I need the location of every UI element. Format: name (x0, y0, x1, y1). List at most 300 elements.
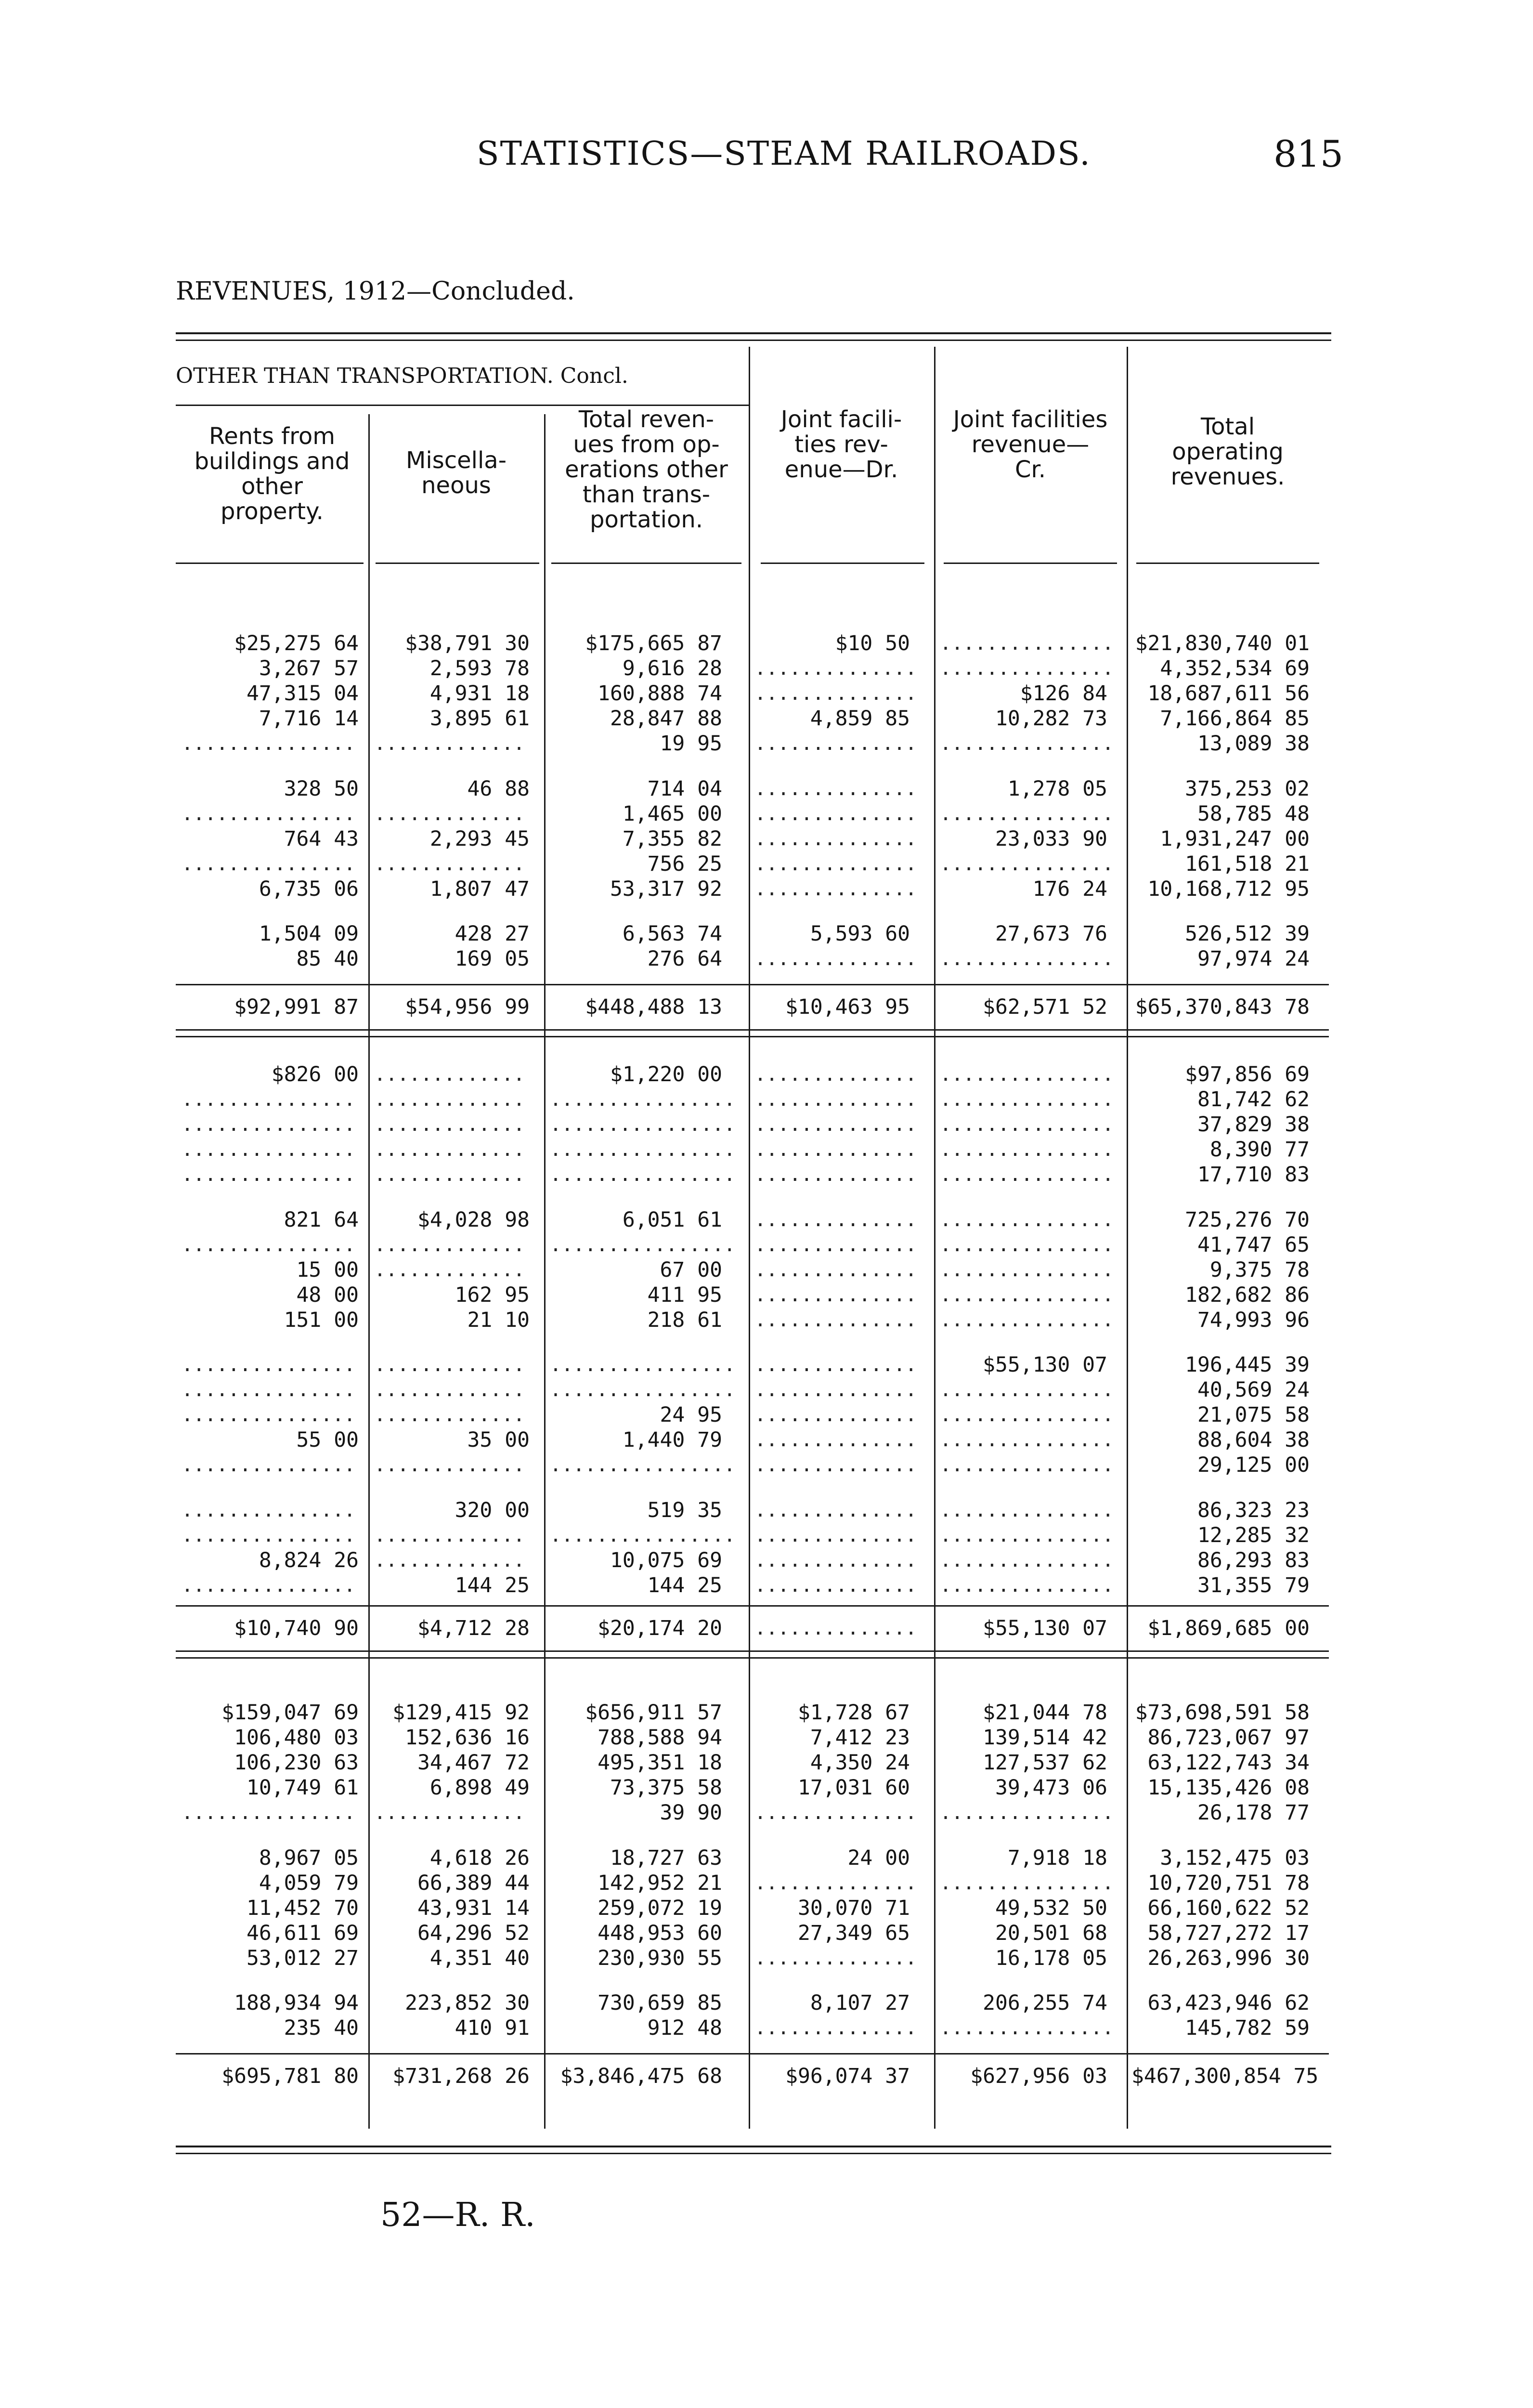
table-cell: 139,514 42 (983, 1726, 1107, 1750)
table-cell: $4,028 98 (417, 1207, 530, 1232)
leader-dots: .............. (754, 802, 917, 825)
total-cell: $55,130 07 (983, 1616, 1107, 1640)
column-head-rule (176, 563, 364, 564)
table-cell: 21 10 (467, 1308, 530, 1332)
table-cell: 206,255 74 (983, 1991, 1107, 2015)
leader-dots: ................ (550, 1233, 736, 1256)
leader-dots: ............... (940, 948, 1114, 970)
group-end-rule-2 (176, 1657, 1329, 1659)
leader-dots: ................ (550, 1164, 736, 1186)
table-cell: 97,974 24 (1197, 947, 1310, 971)
table-cell: 5,593 60 (810, 922, 910, 946)
table-cell: 320 00 (455, 1498, 530, 1522)
table-cell: 328 50 (284, 776, 359, 801)
table-cell: 41,747 65 (1197, 1232, 1310, 1257)
leader-dots: ............. (374, 733, 525, 755)
leader-dots: .............. (754, 1379, 917, 1401)
table-cell: 259,072 19 (598, 1896, 722, 1920)
table-cell: 788,588 94 (598, 1726, 722, 1750)
table-cell: 29,125 00 (1197, 1453, 1310, 1478)
table-cell: 27,673 76 (995, 922, 1107, 946)
leader-dots: ............... (940, 1454, 1114, 1477)
table-cell: 66,389 44 (417, 1871, 530, 1895)
table-cell: 3,267 57 (259, 656, 359, 681)
leader-dots: ............. (374, 1549, 525, 1571)
table-cell: 66,160,622 52 (1147, 1896, 1310, 1920)
table-cell: $656,911 57 (585, 1701, 722, 1725)
total-cell: $54,956 99 (405, 995, 530, 1019)
table-cell: 4,350 24 (810, 1751, 910, 1775)
table-cell: 230,930 55 (598, 1946, 722, 1970)
table-cell: 13,089 38 (1197, 732, 1310, 756)
column-head-rule (551, 563, 741, 564)
table-cell: $97,856 69 (1185, 1062, 1310, 1086)
table-cell: 49,532 50 (995, 1896, 1107, 1920)
table-cell: 67 00 (660, 1257, 722, 1282)
table-cell: 6,735 06 (259, 877, 359, 901)
leader-dots: ............... (940, 1499, 1114, 1521)
table-cell: 27,349 65 (798, 1921, 910, 1945)
leader-dots: .............. (754, 1429, 917, 1452)
total-cell: $627,956 03 (970, 2064, 1107, 2088)
leader-dots: .............. (754, 1404, 917, 1426)
leader-dots: ............... (940, 1164, 1114, 1186)
table-cell: 9,616 28 (622, 656, 722, 681)
leader-dots: ............... (940, 1113, 1114, 1136)
leader-dots: ................ (550, 1379, 736, 1401)
leader-dots: ............. (374, 802, 525, 825)
leader-dots: .............. (754, 1283, 917, 1306)
leader-dots: .............. (754, 1354, 917, 1376)
leader-dots: ............... (182, 1233, 356, 1256)
leader-dots: ............. (374, 1139, 525, 1161)
leader-dots: .............. (754, 1139, 917, 1161)
table-cell: $25,275 64 (234, 631, 359, 655)
table-cell: 218 61 (647, 1308, 722, 1332)
table-cell: 519 35 (647, 1498, 722, 1522)
leader-dots: .............. (754, 1088, 917, 1111)
table-cell: 58,785 48 (1197, 801, 1310, 826)
table-cell: 10,720,751 78 (1147, 1871, 1310, 1895)
table-cell: 495,351 18 (598, 1751, 722, 1775)
leader-dots: ................ (550, 1113, 736, 1136)
table-cell: 24 95 (660, 1403, 722, 1427)
leader-dots: ............... (940, 1404, 1114, 1426)
leader-dots: ............... (940, 1088, 1114, 1111)
column-divider (934, 347, 935, 2129)
leader-dots: ............... (940, 1283, 1114, 1306)
leader-dots: ............... (940, 1309, 1114, 1331)
table-cell: 34,467 72 (417, 1751, 530, 1775)
table-cell: 1,931,247 00 (1160, 826, 1310, 851)
table-cell: 23,033 90 (995, 826, 1107, 851)
leader-dots: ............... (182, 1499, 356, 1521)
table-cell: 43,931 14 (417, 1896, 530, 1920)
table-cell: 81,742 62 (1197, 1087, 1310, 1112)
signature-mark: 52—R. R. (380, 2196, 535, 2234)
leader-dots: ............... (182, 1164, 356, 1186)
bottom-rule (176, 2146, 1331, 2147)
table-cell: 1,504 09 (259, 922, 359, 946)
section-title: REVENUES, 1912—Concluded. (176, 277, 575, 306)
leader-dots: ............... (940, 733, 1114, 755)
top-rule-2 (176, 340, 1331, 341)
table-cell: 39 90 (660, 1801, 722, 1825)
leader-dots: .............. (754, 733, 917, 755)
leader-dots: .............. (754, 1802, 917, 1824)
page-number: 815 (1273, 132, 1344, 175)
table-cell: $126 84 (1020, 681, 1107, 706)
leader-dots: ............... (940, 1208, 1114, 1231)
leader-dots: ............... (182, 802, 356, 825)
table-cell: 46,611 69 (247, 1921, 359, 1945)
table-cell: 37,829 38 (1197, 1112, 1310, 1137)
table-cell: 46 88 (467, 776, 530, 801)
total-rule (176, 2053, 1329, 2055)
table-cell: 18,727 63 (610, 1845, 722, 1870)
table-cell: 12,285 32 (1197, 1523, 1310, 1547)
table-cell: 2,293 45 (429, 826, 530, 851)
leader-dots: ............... (182, 1802, 356, 1824)
table-cell: 6,898 49 (429, 1776, 530, 1800)
column-header: Joint facili- ties rev- enue—Dr. (780, 406, 902, 483)
leader-dots: .............. (754, 1524, 917, 1546)
table-cell: 4,618 26 (429, 1845, 530, 1870)
leader-dots: ............. (374, 1233, 525, 1256)
table-cell: 235 40 (284, 2016, 359, 2041)
total-cell: $731,268 26 (392, 2064, 530, 2088)
total-cell: $3,846,475 68 (560, 2064, 722, 2088)
leader-dots: ............... (182, 1088, 356, 1111)
table-cell: 161,518 21 (1185, 851, 1310, 876)
table-cell: 4,352,534 69 (1160, 656, 1310, 681)
leader-dots: ............... (940, 1258, 1114, 1281)
table-cell: 17,031 60 (798, 1776, 910, 1800)
leader-dots: .............. (754, 1499, 917, 1521)
table-cell: 8,107 27 (810, 1991, 910, 2015)
total-cell: $92,991 87 (234, 995, 359, 1019)
table-cell: 10,282 73 (995, 707, 1107, 731)
table-cell: 428 27 (455, 922, 530, 946)
column-header: Total operating revenues. (1170, 413, 1285, 490)
total-cell: $96,074 37 (785, 2064, 910, 2088)
total-cell: $1,869,685 00 (1147, 1616, 1310, 1640)
table-cell: 64,296 52 (417, 1921, 530, 1945)
table-cell: 21,075 58 (1197, 1403, 1310, 1427)
table-cell: 756 25 (647, 851, 722, 876)
table-cell: 18,687,611 56 (1147, 681, 1310, 706)
leader-dots: .............. (754, 852, 917, 875)
leader-dots: ............... (940, 1379, 1114, 1401)
column-divider (368, 414, 370, 2129)
leader-dots: .............. (754, 1233, 917, 1256)
table-cell: 106,480 03 (234, 1726, 359, 1750)
table-cell: 85 40 (296, 947, 359, 971)
total-cell: $4,712 28 (417, 1616, 530, 1640)
table-cell: 106,230 63 (234, 1751, 359, 1775)
table-cell: 3,895 61 (429, 707, 530, 731)
table-cell: 3,152,475 03 (1160, 1845, 1310, 1870)
leader-dots: .............. (754, 1574, 917, 1597)
table-cell: 7,716 14 (259, 707, 359, 731)
leader-dots: .............. (754, 1164, 917, 1186)
leader-dots: .............. (754, 1113, 917, 1136)
table-cell: $73,698,591 58 (1135, 1701, 1310, 1725)
leader-dots: ............... (940, 1574, 1114, 1597)
leader-dots: ............. (374, 1258, 525, 1281)
leader-dots: ............... (940, 1429, 1114, 1452)
table-cell: 47,315 04 (247, 681, 359, 706)
leader-dots: .............. (754, 948, 917, 970)
table-cell: 144 25 (647, 1573, 722, 1597)
table-cell: 223,852 30 (405, 1991, 530, 2015)
table-cell: 1,278 05 (1007, 776, 1107, 801)
leader-dots: ............... (940, 1802, 1114, 1824)
table-cell: 6,563 74 (622, 922, 722, 946)
table-cell: 28,847 88 (610, 707, 722, 731)
leader-dots: .............. (754, 1208, 917, 1231)
table-cell: 24 00 (847, 1845, 910, 1870)
table-cell: 714 04 (647, 776, 722, 801)
leader-dots: ............. (374, 1379, 525, 1401)
leader-dots: .............. (754, 1947, 917, 1969)
total-cell: $20,174 20 (598, 1616, 722, 1640)
table-cell: $38,791 30 (405, 631, 530, 655)
table-cell: 4,859 85 (810, 707, 910, 731)
leader-dots: ................ (550, 1139, 736, 1161)
leader-dots: ............... (182, 1404, 356, 1426)
table-cell: 2,593 78 (429, 656, 530, 681)
column-header: Rents from buildings and other property. (194, 423, 350, 525)
leader-dots: ............... (940, 1139, 1114, 1161)
table-cell: 20,501 68 (995, 1921, 1107, 1945)
table-cell: 151 00 (284, 1308, 359, 1332)
table-cell: 144 25 (455, 1573, 530, 1597)
leader-dots: ............... (940, 1233, 1114, 1256)
leader-dots: ............. (374, 1454, 525, 1477)
table-cell: 8,824 26 (259, 1548, 359, 1572)
table-cell: 152,636 16 (405, 1726, 530, 1750)
table-cell: 19 95 (660, 732, 722, 756)
leader-dots: ............. (374, 1113, 525, 1136)
table-cell: 48 00 (296, 1283, 359, 1307)
total-cell: $10,463 95 (785, 995, 910, 1019)
table-cell: 10,749 61 (247, 1776, 359, 1800)
leader-dots: .............. (754, 1617, 917, 1639)
table-cell: 7,918 18 (1007, 1845, 1107, 1870)
table-cell: 162 95 (455, 1283, 530, 1307)
group-end-rule (176, 1650, 1329, 1652)
column-divider (544, 414, 546, 2129)
table-cell: $175,665 87 (585, 631, 722, 655)
table-cell: 410 91 (455, 2016, 530, 2041)
table-cell: 7,166,864 85 (1160, 707, 1310, 731)
leader-dots: ............. (374, 1524, 525, 1546)
column-head-rule (761, 563, 924, 564)
leader-dots: .............. (754, 1258, 917, 1281)
leader-dots: ............. (374, 1802, 525, 1824)
table-cell: 4,351 40 (429, 1946, 530, 1970)
leader-dots: .............. (754, 2017, 917, 2040)
table-cell: 160,888 74 (598, 681, 722, 706)
table-cell: $129,415 92 (392, 1701, 530, 1725)
bottom-rule-2 (176, 2153, 1331, 2154)
table-cell: $159,047 69 (221, 1701, 359, 1725)
table-cell: 912 48 (647, 2016, 722, 2041)
table-cell: 182,682 86 (1185, 1283, 1310, 1307)
group-end-rule (176, 1029, 1329, 1031)
table-cell: 1,465 00 (622, 801, 722, 826)
leader-dots: ............... (182, 852, 356, 875)
leader-dots: ............... (182, 733, 356, 755)
table-cell: 821 64 (284, 1207, 359, 1232)
table-cell: 39,473 06 (995, 1776, 1107, 1800)
column-header: Total reven- ues from op- erations other than trans- portation. (565, 406, 728, 533)
group-header: OTHER THAN TRANSPORTATION. Concl. (176, 364, 628, 388)
table-cell: 411 95 (647, 1283, 722, 1307)
table-cell: 30,070 71 (798, 1896, 910, 1920)
column-divider (749, 347, 750, 2129)
table-cell: 55 00 (296, 1428, 359, 1453)
total-cell: $448,488 13 (585, 995, 722, 1019)
total-cell: $62,571 52 (983, 995, 1107, 1019)
total-cell: $10,740 90 (234, 1616, 359, 1640)
table-cell: 10,075 69 (610, 1548, 722, 1572)
table-cell: 7,355 82 (622, 826, 722, 851)
table-cell: 86,293 83 (1197, 1548, 1310, 1572)
table-cell: 35 00 (467, 1428, 530, 1453)
running-head: STATISTICS—STEAM RAILROADS. (477, 135, 1091, 173)
column-header: Joint facilities revenue— Cr. (953, 406, 1108, 483)
column-divider (1127, 347, 1128, 2129)
table-cell: 145,782 59 (1185, 2016, 1310, 2041)
table-cell: 31,355 79 (1197, 1573, 1310, 1597)
column-head-rule (376, 563, 539, 564)
table-cell: 11,452 70 (247, 1896, 359, 1920)
leader-dots: ............. (374, 1164, 525, 1186)
table-cell: 276 64 (647, 947, 722, 971)
leader-dots: ................ (550, 1088, 736, 1111)
table-cell: 4,059 79 (259, 1871, 359, 1895)
table-cell: 9,375 78 (1209, 1257, 1310, 1282)
leader-dots: .............. (754, 1454, 917, 1477)
leader-dots: ................ (550, 1454, 736, 1477)
leader-dots: .............. (754, 1871, 917, 1894)
leader-dots: ............... (940, 1549, 1114, 1571)
table-cell: 196,445 39 (1185, 1353, 1310, 1377)
total-cell: $65,370,843 78 (1135, 995, 1310, 1019)
leader-dots: ............. (374, 1088, 525, 1111)
table-cell: 142,952 21 (598, 1871, 722, 1895)
leader-dots: .............. (754, 777, 917, 800)
leader-dots: ............... (182, 1113, 356, 1136)
column-header: Miscella- neous (405, 447, 507, 499)
table-cell: 10,168,712 95 (1147, 877, 1310, 901)
table-cell: 127,537 62 (983, 1751, 1107, 1775)
table-cell: 17,710 83 (1197, 1163, 1310, 1187)
leader-dots: .............. (754, 827, 917, 850)
table-cell: $21,044 78 (983, 1701, 1107, 1725)
table-cell: $1,728 67 (798, 1701, 910, 1725)
table-cell: 176 24 (1032, 877, 1107, 901)
table-cell: 40,569 24 (1197, 1378, 1310, 1402)
leader-dots: ............... (940, 1063, 1114, 1086)
leader-dots: ............. (374, 1404, 525, 1426)
table-cell: 73,375 58 (610, 1776, 722, 1800)
table-cell: 88,604 38 (1197, 1428, 1310, 1453)
table-cell: 26,178 77 (1197, 1801, 1310, 1825)
leader-dots: ............... (940, 2017, 1114, 2040)
table-cell: $826 00 (271, 1062, 359, 1086)
leader-dots: ............. (374, 852, 525, 875)
table-cell: 448,953 60 (598, 1921, 722, 1945)
table-cell: 74,993 96 (1197, 1308, 1310, 1332)
leader-dots: ............... (940, 657, 1114, 680)
leader-dots: ............... (182, 1454, 356, 1477)
table-cell: 7,412 23 (810, 1726, 910, 1750)
leader-dots: ............... (940, 852, 1114, 875)
leader-dots: ............... (940, 1871, 1114, 1894)
table-cell: 1,440 79 (622, 1428, 722, 1453)
table-cell: 16,178 05 (995, 1946, 1107, 1970)
leader-dots: ................ (550, 1524, 736, 1546)
leader-dots: ................ (550, 1354, 736, 1376)
table-cell: 53,317 92 (610, 877, 722, 901)
table-cell: 375,253 02 (1185, 776, 1310, 801)
total-cell: $695,781 80 (221, 2064, 359, 2088)
table-cell: 15,135,426 08 (1147, 1776, 1310, 1800)
table-cell: 169 05 (455, 947, 530, 971)
table-cell: 86,323 23 (1197, 1498, 1310, 1522)
leader-dots: ............... (940, 802, 1114, 825)
table-cell: 526,512 39 (1185, 922, 1310, 946)
table-cell: $10 50 (835, 631, 910, 655)
table-cell: 53,012 27 (247, 1946, 359, 1970)
leader-dots: ............... (940, 632, 1114, 654)
table-cell: 15 00 (296, 1257, 359, 1282)
total-rule (176, 984, 1329, 985)
table-cell: 764 43 (284, 826, 359, 851)
leader-dots: ............... (182, 1354, 356, 1376)
leader-dots: .............. (754, 877, 917, 900)
leader-dots: .............. (754, 657, 917, 680)
table-cell: 86,723,067 97 (1147, 1726, 1310, 1750)
leader-dots: .............. (754, 682, 917, 705)
table-cell: $55,130 07 (983, 1353, 1107, 1377)
table-cell: 63,122,743 34 (1147, 1751, 1310, 1775)
leader-dots: .............. (754, 1063, 917, 1086)
table-cell: 26,263,996 30 (1147, 1946, 1310, 1970)
leader-dots: ............. (374, 1354, 525, 1376)
leader-dots: .............. (754, 1309, 917, 1331)
column-head-rule (944, 563, 1117, 564)
table-cell: $1,220 00 (610, 1062, 722, 1086)
table-cell: 63,423,946 62 (1147, 1991, 1310, 2015)
table-cell: 6,051 61 (622, 1207, 722, 1232)
table-cell: 4,931 18 (429, 681, 530, 706)
top-rule (176, 332, 1331, 334)
leader-dots: .............. (754, 1549, 917, 1571)
leader-dots: ............... (182, 1379, 356, 1401)
table-cell: $21,830,740 01 (1135, 631, 1310, 655)
table-cell: 8,967 05 (259, 1845, 359, 1870)
table-cell: 1,807 47 (429, 877, 530, 901)
table-cell: 725,276 70 (1185, 1207, 1310, 1232)
table-cell: 188,934 94 (234, 1991, 359, 2015)
total-cell: $467,300,854 75 (1131, 2064, 1319, 2088)
table-cell: 730,659 85 (598, 1991, 722, 2015)
leader-dots: ............... (182, 1574, 356, 1597)
